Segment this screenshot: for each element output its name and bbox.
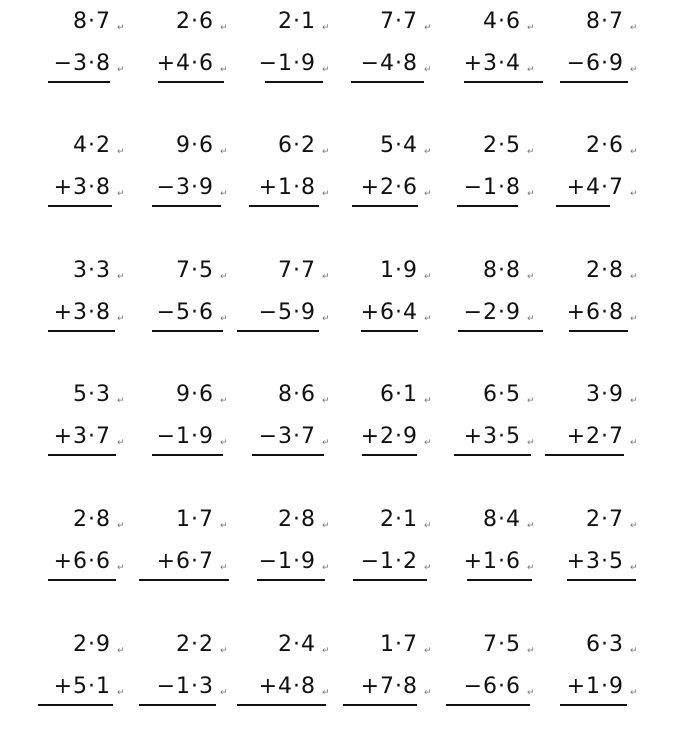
- answer-line: [48, 81, 110, 83]
- minuend-number: 8·7: [73, 9, 111, 34]
- problem-r1-c6: [530, 9, 638, 110]
- answer-line: [545, 454, 624, 456]
- problem-r2-c4: [324, 133, 432, 234]
- paragraph-mark-icon: ↵: [322, 396, 330, 406]
- answer-line: [249, 205, 319, 207]
- paragraph-mark-icon: ↵: [322, 521, 330, 531]
- answer-line: [237, 330, 319, 332]
- problem-r5-c6: [530, 507, 638, 608]
- paragraph-mark-icon: ↵: [630, 272, 638, 282]
- problem-r5-c5: [427, 507, 535, 608]
- minuend-number: 8·6: [278, 382, 316, 407]
- paragraph-mark-icon: ↵: [630, 688, 638, 698]
- paragraph-mark-icon: ↵: [527, 65, 535, 75]
- answer-line: [158, 81, 224, 83]
- problem-r5-c3: [222, 507, 330, 608]
- operand-number: −1·9: [258, 549, 316, 574]
- answer-line: [48, 330, 115, 332]
- problem-r1-c2: [120, 9, 228, 110]
- minuend-number: 2·8: [73, 507, 111, 532]
- operand-number: −4·8: [360, 51, 418, 76]
- operand-number: −5·6: [156, 300, 214, 325]
- operand-number: +1·6: [463, 549, 521, 574]
- problem-r5-c2: [120, 507, 228, 608]
- answer-line: [139, 579, 229, 581]
- minuend-number: 2·8: [278, 507, 316, 532]
- answer-line: [560, 704, 627, 706]
- paragraph-mark-icon: ↵: [527, 314, 535, 324]
- answer-line: [353, 579, 427, 581]
- minuend-number: 9·6: [176, 133, 214, 158]
- problem-r6-c3: [222, 632, 330, 733]
- operand-number: −3·7: [258, 424, 316, 449]
- paragraph-mark-icon: ↵: [220, 438, 228, 448]
- paragraph-mark-icon: ↵: [630, 563, 638, 573]
- answer-line: [352, 205, 418, 207]
- minuend-number: 1·7: [176, 507, 214, 532]
- problem-r6-c1: [17, 632, 125, 733]
- paragraph-mark-icon: ↵: [220, 688, 228, 698]
- operand-number: −1·8: [463, 175, 521, 200]
- operand-number: −1·2: [360, 549, 418, 574]
- problem-r1-c5: [427, 9, 535, 110]
- problem-r5-c4: [324, 507, 432, 608]
- paragraph-mark-icon: ↵: [630, 646, 638, 656]
- paragraph-mark-icon: ↵: [527, 646, 535, 656]
- paragraph-mark-icon: ↵: [220, 272, 228, 282]
- minuend-number: 2·4: [278, 632, 316, 657]
- problem-r3-c2: [120, 258, 228, 359]
- minuend-number: 3·9: [586, 382, 624, 407]
- operand-number: +6·7: [156, 549, 214, 574]
- operand-number: +5·1: [53, 674, 111, 699]
- operand-number: −6·9: [566, 51, 624, 76]
- problem-r2-c6: [530, 133, 638, 234]
- paragraph-mark-icon: ↵: [527, 23, 535, 33]
- minuend-number: 2·6: [176, 9, 214, 34]
- answer-line: [48, 205, 112, 207]
- problem-r4-c1: [17, 382, 125, 483]
- paragraph-mark-icon: ↵: [117, 438, 125, 448]
- minuend-number: 4·6: [483, 9, 521, 34]
- paragraph-mark-icon: ↵: [630, 147, 638, 157]
- answer-line: [361, 330, 418, 332]
- paragraph-mark-icon: ↵: [220, 147, 228, 157]
- paragraph-mark-icon: ↵: [527, 147, 535, 157]
- paragraph-mark-icon: ↵: [322, 65, 330, 75]
- operand-number: −3·8: [53, 51, 111, 76]
- paragraph-mark-icon: ↵: [117, 688, 125, 698]
- paragraph-mark-icon: ↵: [630, 521, 638, 531]
- paragraph-mark-icon: ↵: [117, 272, 125, 282]
- minuend-number: 6·1: [380, 382, 418, 407]
- minuend-number: 6·5: [483, 382, 521, 407]
- minuend-number: 2·1: [278, 9, 316, 34]
- paragraph-mark-icon: ↵: [630, 189, 638, 199]
- operand-number: +1·8: [258, 175, 316, 200]
- paragraph-mark-icon: ↵: [424, 563, 432, 573]
- paragraph-mark-icon: ↵: [424, 272, 432, 282]
- problem-r4-c2: [120, 382, 228, 483]
- operand-number: −1·3: [156, 674, 214, 699]
- paragraph-mark-icon: ↵: [220, 314, 228, 324]
- paragraph-mark-icon: ↵: [630, 396, 638, 406]
- paragraph-mark-icon: ↵: [424, 688, 432, 698]
- paragraph-mark-icon: ↵: [220, 563, 228, 573]
- minuend-number: 2·7: [586, 507, 624, 532]
- minuend-number: 4·2: [73, 133, 111, 158]
- paragraph-mark-icon: ↵: [424, 438, 432, 448]
- paragraph-mark-icon: ↵: [117, 65, 125, 75]
- operand-number: −5·9: [258, 300, 316, 325]
- problem-r2-c3: [222, 133, 330, 234]
- operand-number: +6·8: [566, 300, 624, 325]
- operand-number: −1·9: [258, 51, 316, 76]
- problem-r6-c4: [324, 632, 432, 733]
- minuend-number: 5·3: [73, 382, 111, 407]
- answer-line: [265, 81, 323, 83]
- problem-r6-c5: [427, 632, 535, 733]
- operand-number: +4·6: [156, 51, 214, 76]
- answer-line: [48, 454, 116, 456]
- operand-number: +2·7: [566, 424, 624, 449]
- operand-number: +3·8: [53, 175, 111, 200]
- paragraph-mark-icon: ↵: [424, 314, 432, 324]
- minuend-number: 2·9: [73, 632, 111, 657]
- paragraph-mark-icon: ↵: [424, 23, 432, 33]
- paragraph-mark-icon: ↵: [527, 438, 535, 448]
- minuend-number: 1·9: [380, 258, 418, 283]
- answer-line: [569, 330, 628, 332]
- paragraph-mark-icon: ↵: [630, 438, 638, 448]
- operand-number: +3·5: [566, 549, 624, 574]
- operand-number: +2·6: [360, 175, 418, 200]
- paragraph-mark-icon: ↵: [117, 23, 125, 33]
- paragraph-mark-icon: ↵: [117, 521, 125, 531]
- paragraph-mark-icon: ↵: [322, 147, 330, 157]
- paragraph-mark-icon: ↵: [322, 23, 330, 33]
- problem-r4-c4: [324, 382, 432, 483]
- minuend-number: 8·8: [483, 258, 521, 283]
- paragraph-mark-icon: ↵: [220, 65, 228, 75]
- problem-r6-c6: [530, 632, 638, 733]
- paragraph-mark-icon: ↵: [117, 646, 125, 656]
- answer-line: [38, 704, 113, 706]
- paragraph-mark-icon: ↵: [220, 521, 228, 531]
- minuend-number: 7·5: [483, 632, 521, 657]
- paragraph-mark-icon: ↵: [527, 396, 535, 406]
- problem-r4-c3: [222, 382, 330, 483]
- answer-line: [467, 579, 532, 581]
- operand-number: −6·6: [463, 674, 521, 699]
- answer-line: [139, 704, 216, 706]
- problem-r1-c3: [222, 9, 330, 110]
- paragraph-mark-icon: ↵: [117, 147, 125, 157]
- answer-line: [237, 704, 326, 706]
- minuend-number: 7·7: [278, 258, 316, 283]
- problem-r3-c6: [530, 258, 638, 359]
- answer-line: [457, 205, 518, 207]
- answer-line: [362, 454, 417, 456]
- problem-r3-c3: [222, 258, 330, 359]
- paragraph-mark-icon: ↵: [220, 23, 228, 33]
- problem-r4-c5: [427, 382, 535, 483]
- minuend-number: 2·1: [380, 507, 418, 532]
- operand-number: +1·9: [566, 674, 624, 699]
- minuend-number: 7·5: [176, 258, 214, 283]
- paragraph-mark-icon: ↵: [322, 438, 330, 448]
- minuend-number: 9·6: [176, 382, 214, 407]
- minuend-number: 7·7: [380, 9, 418, 34]
- problem-r6-c2: [120, 632, 228, 733]
- answer-line: [152, 454, 223, 456]
- answer-line: [48, 579, 116, 581]
- paragraph-mark-icon: ↵: [117, 314, 125, 324]
- problem-r2-c2: [120, 133, 228, 234]
- operand-number: +7·8: [360, 674, 418, 699]
- minuend-number: 5·4: [380, 133, 418, 158]
- problem-r4-c6: [530, 382, 638, 483]
- paragraph-mark-icon: ↵: [630, 65, 638, 75]
- paragraph-mark-icon: ↵: [322, 646, 330, 656]
- paragraph-mark-icon: ↵: [630, 23, 638, 33]
- paragraph-mark-icon: ↵: [424, 396, 432, 406]
- minuend-number: 8·7: [586, 9, 624, 34]
- problem-r2-c1: [17, 133, 125, 234]
- operand-number: +4·7: [566, 175, 624, 200]
- minuend-number: 6·2: [278, 133, 316, 158]
- paragraph-mark-icon: ↵: [424, 521, 432, 531]
- minuend-number: 2·6: [586, 133, 624, 158]
- minuend-number: 2·5: [483, 133, 521, 158]
- operand-number: +6·4: [360, 300, 418, 325]
- answer-line: [252, 454, 324, 456]
- answer-line: [560, 81, 628, 83]
- minuend-number: 8·4: [483, 507, 521, 532]
- operand-number: +3·4: [463, 51, 521, 76]
- operand-number: +3·7: [53, 424, 111, 449]
- paragraph-mark-icon: ↵: [322, 563, 330, 573]
- answer-line: [152, 330, 223, 332]
- answer-line: [152, 205, 221, 207]
- answer-line: [446, 704, 530, 706]
- minuend-number: 1·7: [380, 632, 418, 657]
- operand-number: +3·8: [53, 300, 111, 325]
- paragraph-mark-icon: ↵: [220, 189, 228, 199]
- paragraph-mark-icon: ↵: [527, 272, 535, 282]
- answer-line: [454, 454, 531, 456]
- paragraph-mark-icon: ↵: [424, 147, 432, 157]
- operand-number: +3·5: [463, 424, 521, 449]
- paragraph-mark-icon: ↵: [424, 646, 432, 656]
- paragraph-mark-icon: ↵: [322, 189, 330, 199]
- answer-line: [351, 81, 424, 83]
- operand-number: +4·8: [258, 674, 316, 699]
- paragraph-mark-icon: ↵: [424, 189, 432, 199]
- paragraph-mark-icon: ↵: [322, 688, 330, 698]
- problem-r3-c1: [17, 258, 125, 359]
- operand-number: +2·9: [360, 424, 418, 449]
- problem-r5-c1: [17, 507, 125, 608]
- operand-number: −1·9: [156, 424, 214, 449]
- paragraph-mark-icon: ↵: [322, 272, 330, 282]
- problem-r1-c1: [17, 9, 125, 110]
- paragraph-mark-icon: ↵: [527, 521, 535, 531]
- paragraph-mark-icon: ↵: [527, 688, 535, 698]
- paragraph-mark-icon: ↵: [527, 189, 535, 199]
- minuend-number: 2·8: [586, 258, 624, 283]
- minuend-number: 6·3: [586, 632, 624, 657]
- paragraph-mark-icon: ↵: [527, 563, 535, 573]
- paragraph-mark-icon: ↵: [220, 646, 228, 656]
- minuend-number: 3·3: [73, 258, 111, 283]
- operand-number: −3·9: [156, 175, 214, 200]
- operand-number: −2·9: [463, 300, 521, 325]
- minuend-number: 2·2: [176, 632, 214, 657]
- problem-r2-c5: [427, 133, 535, 234]
- paragraph-mark-icon: ↵: [630, 314, 638, 324]
- paragraph-mark-icon: ↵: [117, 563, 125, 573]
- answer-line: [556, 205, 610, 207]
- answer-line: [567, 579, 636, 581]
- paragraph-mark-icon: ↵: [117, 396, 125, 406]
- answer-line: [343, 704, 417, 706]
- problem-r3-c5: [427, 258, 535, 359]
- problem-r1-c4: [324, 9, 432, 110]
- paragraph-mark-icon: ↵: [424, 65, 432, 75]
- paragraph-mark-icon: ↵: [322, 314, 330, 324]
- answer-line: [257, 579, 325, 581]
- paragraph-mark-icon: ↵: [220, 396, 228, 406]
- paragraph-mark-icon: ↵: [117, 189, 125, 199]
- problem-r3-c4: [324, 258, 432, 359]
- operand-number: +6·6: [53, 549, 111, 574]
